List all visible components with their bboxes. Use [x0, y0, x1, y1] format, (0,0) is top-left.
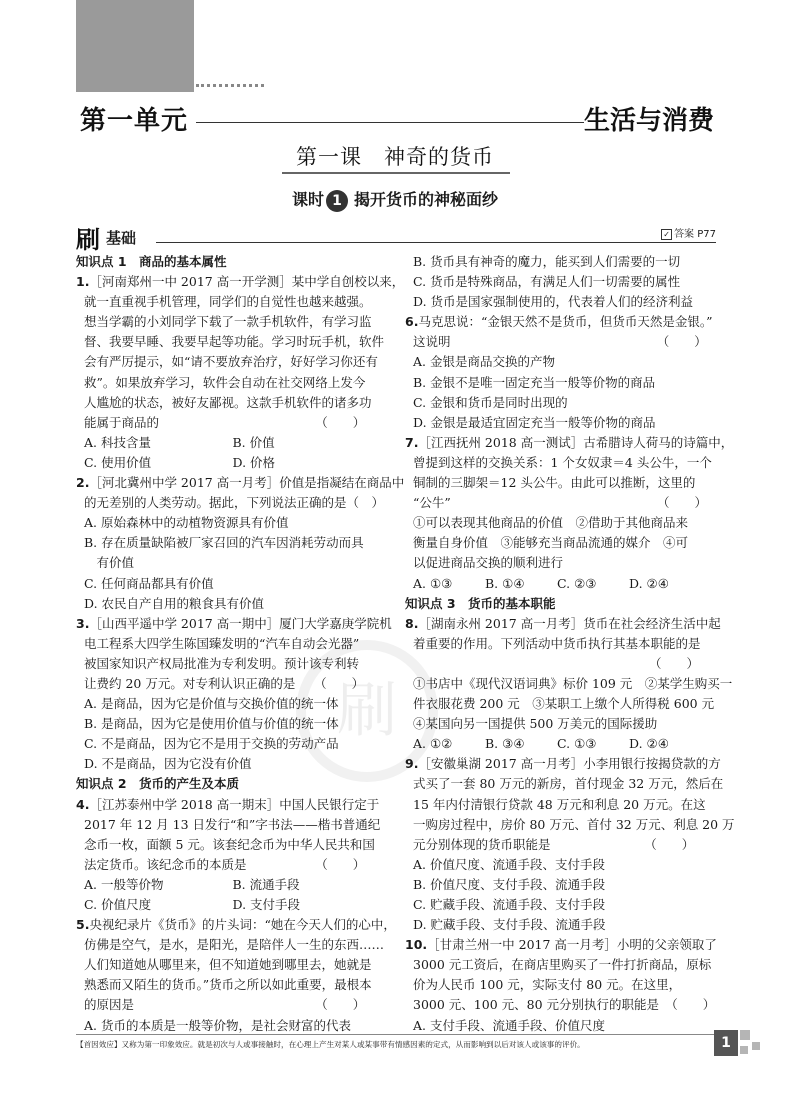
text-line: 念币一枚，面额 5 元。该套纪念币为中华人民共和国 — [84, 836, 375, 852]
option: B. 价值 — [232, 434, 275, 450]
option: A. 科技含量 — [84, 434, 151, 450]
unit-divider — [196, 122, 584, 123]
text-line: D. 金银是最适宜固定充当一般等价物的商品 — [413, 414, 656, 430]
question-number: 8. — [405, 615, 419, 631]
text-line: B. 价值尺度、支付手段、流通手段 — [413, 876, 606, 892]
knowledge-point-heading: 知识点 2 货币的产生及本质 — [76, 776, 240, 792]
period-number-badge: 1 — [326, 190, 348, 212]
text-line: C. 金银和货币是同时出现的 — [413, 394, 568, 410]
question-number: 10. — [405, 937, 428, 953]
options-row — [405, 574, 715, 594]
question-stem — [76, 795, 381, 815]
option: C. ②③ — [557, 575, 597, 591]
question-text: 马克思说：“金银天然不是货币，但货币天然是金银。” — [418, 314, 713, 330]
question-stem — [76, 915, 396, 935]
text-line: A. 价值尺度、流通手段、支付手段 — [413, 856, 605, 872]
question-number: 1. — [76, 274, 90, 290]
text-line: C. 不是商品，因为它不是用于交换的劳动产品 — [84, 736, 339, 752]
question-text: ［河南郑州一中 2017 高一开学测］某中学自创校以来， — [89, 274, 405, 290]
period-prefix: 课时 — [291, 190, 324, 209]
page-decoration-square — [740, 1030, 750, 1040]
option: D. 支付手段 — [232, 897, 301, 912]
text-line: 一购房过程中，房价 80 万元、首付 32 万元、利息 20 万 — [413, 816, 735, 832]
options-row — [405, 734, 715, 754]
lesson-title: 第一课 神奇的货币 — [296, 145, 494, 169]
text-line: 督、我要早睡、我要早起等功能。学习时玩手机，软件 — [84, 334, 385, 350]
left-column — [76, 252, 405, 1036]
text-line: ①书店中《现代汉语词典》标价 109 元 ②某学生购买一 — [413, 675, 733, 691]
text-line: 衡量自身价值 ③能够充当商品流通的媒介 ④可 — [413, 535, 689, 551]
text-line: 想当学霸的小刘同学下载了一款手机软件，有学习监 — [84, 314, 372, 330]
question-stem — [76, 614, 392, 634]
page-decoration-square — [740, 1046, 748, 1054]
options-row — [76, 895, 381, 915]
footer-note: 【首因效应】又称为第一印象效应。就是初次与人或事接触时，在心理上产生对某人或某事带有情感因素的定式，从而影响到以后对该人或该事的评价。 — [76, 1040, 585, 1049]
text-line: 3000 元、100 元、80 元分别执行的职能是 （ ） — [413, 997, 716, 1013]
text-line: D. 货币是国家强制使用的，代表着人们的经济利益 — [413, 294, 694, 310]
text-line: A. 原始森林中的动植物资源具有价值 — [84, 515, 289, 531]
text-line: 电工程系大四学生陈国臻发明的“汽车自动会光器” — [84, 635, 360, 651]
text-line: 会有严厉提示，如“请不要放弃治疗，好好学习你还有 — [84, 354, 378, 370]
check-icon: ✓ — [661, 229, 672, 240]
period-title: 揭开货币的神秘面纱 — [354, 190, 499, 209]
text-line: 仿佛是空气，是水，是阳光，是陪伴人一生的东西…… — [84, 937, 385, 953]
text-line: B. 金银不是唯一固定充当一般等价物的商品 — [413, 374, 656, 390]
question-number: 6. — [405, 314, 419, 330]
question-text: ［江苏泰州中学 2018 高一期末］中国人民银行定于 — [89, 796, 380, 812]
text-line: 这说明 （ ） — [413, 334, 707, 350]
text-line: 元分别体现的货币职能是 （ ） — [413, 836, 695, 852]
question-number: 5. — [76, 917, 90, 933]
question-text: ［湖南永州 2017 高一月考］货币在社会经济生活中起 — [418, 615, 721, 631]
text-line: A. 货币的本质是一般等价物，是社会财富的代表 — [84, 1017, 351, 1033]
option: C. 使用价值 — [84, 454, 152, 470]
question-stem — [405, 312, 715, 332]
text-line: 就一直重视手机管理，同学们的自觉性也越来越强。 — [84, 294, 372, 310]
text-line: D. 农民自产自用的粮食具有价值 — [84, 595, 265, 611]
text-line: 的无差别的人类劳动。据此，下列说法正确的是（ ） — [84, 495, 385, 511]
text-line: 15 年内付清银行贷款 48 万元和利息 20 万元。在这 — [413, 796, 706, 812]
option: C. 价值尺度 — [84, 897, 152, 912]
option: B. 流通手段 — [232, 876, 300, 892]
question-stem — [405, 614, 721, 634]
question-stem — [76, 272, 405, 292]
section-rule — [156, 242, 716, 243]
option: D. ②④ — [629, 736, 669, 752]
text-line: 人尴尬的状态，被好友鄙视。这款手机软件的诸多功 — [84, 394, 372, 410]
question-stem — [405, 935, 715, 955]
question-text: ［河北冀州中学 2017 高一月考］价值是指凝结在商品中 — [89, 475, 405, 491]
option: B. ①④ — [485, 575, 525, 591]
text-line: B. 货币具有神奇的魔力，能买到人们需要的一切 — [413, 254, 681, 269]
text-line: D. 不是商品，因为它没有价值 — [84, 756, 252, 772]
text-line: 铜制的三脚架＝12 头公牛。由此可以推断，这里的 — [413, 475, 696, 491]
text-line: C. 贮藏手段、流通手段、支付手段 — [413, 897, 606, 912]
text-line: “公牛” （ ） — [413, 495, 708, 511]
text-line: 价为人民币 100 元，实际支付 80 元。在这里， — [413, 977, 682, 993]
text-line: B. 是商品，因为它是使用价值与价值的统一体 — [84, 716, 339, 732]
text-line: 式买了一套 80 万元的新房，首付现金 32 万元，然后在 — [413, 776, 724, 792]
section-label: 基础 — [106, 229, 137, 247]
text-line: A. 是商品，因为它是价值与交换价值的统一体 — [84, 696, 339, 712]
question-number: 2. — [76, 475, 90, 491]
text-line: 2017 年 12 月 13 日发行“和”字书法——楷书普通纪 — [84, 816, 381, 832]
question-text: ［江西抚州 2018 高一测试］古希腊诗人荷马的诗篇中， — [418, 434, 734, 450]
right-column — [405, 252, 735, 1036]
question-number: 9. — [405, 756, 419, 772]
page-number: 1 — [714, 1030, 738, 1056]
question-stem — [405, 754, 721, 774]
lesson-title-underline — [282, 172, 510, 174]
options-row — [76, 453, 381, 473]
text-line: 法定货币。该纪念币的本质是 （ ） — [84, 856, 366, 872]
text-line: 着重要的作用。下列活动中货币执行其基本职能的是 — [413, 635, 701, 651]
page-decoration-square — [752, 1042, 760, 1050]
option: A. 一般等价物 — [84, 876, 164, 892]
footer-rule — [76, 1034, 716, 1035]
text-line: 人们知道她从哪里来，但不知道她到哪里去，她就是 — [84, 957, 372, 973]
section-brush-mark: 刷 — [76, 226, 100, 254]
answer-reference-text: 答案 P77 — [674, 229, 716, 240]
option: C. ①③ — [557, 736, 597, 752]
options-row — [76, 433, 381, 453]
option: A. ①③ — [413, 575, 453, 591]
question-number: 3. — [76, 615, 90, 631]
text-line: D. 贮藏手段、支付手段、流通手段 — [413, 917, 606, 933]
knowledge-point-heading: 知识点 1 商品的基本属性 — [76, 254, 227, 269]
option: A. ①② — [413, 736, 453, 752]
text-line: 件衣服花费 200 元 ③某职工上缴个人所得税 600 元 — [413, 696, 715, 712]
text-line: 救”。如果放弃学习，软件会自动在社交网络上发今 — [84, 374, 366, 390]
text-line: 的原因是 （ ） — [84, 997, 366, 1013]
text-line: ①可以表现其他商品的价值 ②借助于其他商品来 — [413, 515, 689, 531]
question-text: ［山西平遥中学 2017 高一期中］厦门大学嘉庚学院机 — [89, 615, 392, 631]
period-heading — [0, 187, 790, 212]
text-line: C. 货币是特殊商品，有满足人们一切需要的属性 — [413, 274, 681, 290]
text-line: 以促进商品交换的顺利进行 — [413, 555, 564, 571]
question-text: ［安徽巢湖 2017 高一月考］小李用银行按揭贷款的方 — [418, 756, 721, 772]
watermark-seal: 刷 — [296, 640, 438, 782]
answer-reference — [661, 225, 716, 240]
knowledge-point-heading: 知识点 3 货币的基本职能 — [405, 595, 556, 611]
unit-theme: 生活与消费 — [583, 106, 714, 136]
text-line: 被国家知识产权局批准为专利发明。预计该专利转 — [84, 655, 360, 671]
text-line: 能属于商品的 （ ） — [84, 414, 366, 430]
question-number: 4. — [76, 796, 90, 812]
text-line: B. 存在质量缺陷被厂家召回的汽车因消耗劳动而具 — [84, 535, 364, 551]
option: D. 价格 — [232, 454, 276, 470]
question-stem — [76, 473, 405, 493]
text-line: 3000 元工资后，在商店里购买了一件打折商品，原标 — [413, 957, 712, 973]
question-text: ［甘肃兰州一中 2017 高一月考］小明的父亲领取了 — [427, 937, 717, 953]
text-line: 有价值 — [84, 555, 135, 571]
text-line: A. 支付手段、流通手段、价值尺度 — [413, 1017, 605, 1033]
unit-label: 第一单元 — [80, 106, 189, 136]
text-line: C. 任何商品都具有价值 — [84, 575, 214, 591]
answer-blank: （ ） — [648, 655, 699, 671]
option: B. ③④ — [485, 736, 525, 752]
option: D. ②④ — [629, 575, 669, 591]
text-line: 熟悉而又陌生的货币。”货币之所以如此重要，最根本 — [84, 977, 372, 993]
question-number: 7. — [405, 434, 419, 450]
header-dots — [196, 84, 264, 87]
text-line: 曾提到这样的交换关系：1 个女奴隶＝4 头公牛，一个 — [413, 454, 712, 470]
question-text: 央视纪录片《货币》的片头词：“她在今天人们的心中， — [89, 917, 396, 933]
text-line: 让费约 20 万元。对专利认识正确的是 （ ） — [84, 675, 365, 691]
text-line: A. 金银是商品交换的产物 — [413, 354, 555, 370]
header-corner-block — [76, 0, 194, 92]
text-line: ④某国向另一国提供 500 万美元的国际援助 — [413, 716, 658, 732]
options-row — [76, 875, 381, 895]
section-bar — [76, 220, 716, 254]
question-stem — [405, 433, 734, 453]
